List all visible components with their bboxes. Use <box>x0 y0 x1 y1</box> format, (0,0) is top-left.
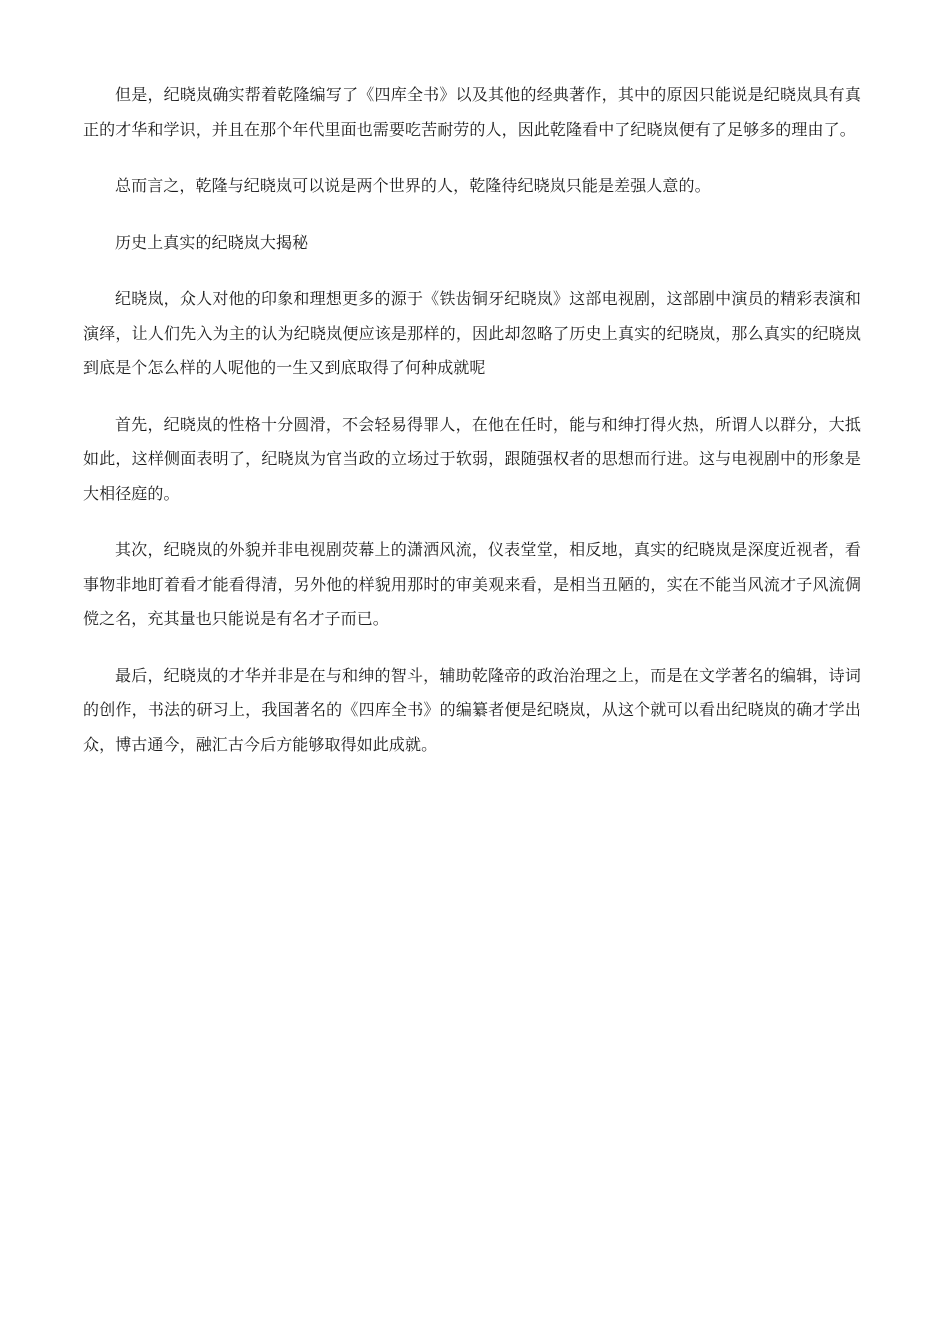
section-heading: 历史上真实的纪晓岚大揭秘 <box>115 232 309 252</box>
paragraph-appearance: 其次，纪晓岚的外貌并非电视剧荧幕上的潇洒风流，仪表堂堂，相反地，真实的纪晓岚是深度近视者，看事物非地盯着看才能看得清，另外他的样貌用那时的审美观来看，是相当丑陋的，实在不能当风流才子风流倜傥之名，充其量也只能说是有名才子而已。 <box>83 540 861 628</box>
document-body <box>83 78 861 784</box>
paragraph-summary: 总而言之，乾隆与纪晓岚可以说是两个世界的人，乾隆待纪晓岚只能是差强人意的。 <box>115 176 711 195</box>
paragraph-personality: 首先，纪晓岚的性格十分圆滑，不会轻易得罪人，在他在任时，能与和绅打得火热，所谓人以群分，大抵如此，这样侧面表明了，纪晓岚为官当政的立场过于软弱，跟随强权者的思想而行进。这与电视剧中的形象是大相径庭的。 <box>83 414 861 503</box>
paragraph-siku-quanshu: 但是，纪晓岚确实帮着乾隆编写了《四库全书》以及其他的经典著作，其中的原因只能说是纪晓岚具有真正的才华和学识，并且在那个年代里面也需要吃苦耐劳的人，因此乾隆看中了纪晓岚便有了足够多的理由了。 <box>83 85 861 139</box>
paragraph-talent: 最后，纪晓岚的才华并非是在与和绅的智斗，辅助乾隆帝的政治治理之上，而是在文学著名的编辑，诗词的创作，书法的研习上，我国著名的《四库全书》的编纂者便是纪晓岚，从这个就可以看出纪晓岚的确才学出众，博古通今，融汇古今后方能够取得如此成就。 <box>83 665 861 754</box>
paragraph-intro: 纪晓岚，众人对他的印象和理想更多的源于《铁齿铜牙纪晓岚》这部电视剧，这部剧中演员的精彩表演和演绎，让人们先入为主的认为纪晓岚便应该是那样的，因此却忽略了历史上真实的纪晓岚，那么真实的纪晓岚到底是个怎么样的人呢他的一生又到底取得了何种成就呢 <box>83 289 861 377</box>
